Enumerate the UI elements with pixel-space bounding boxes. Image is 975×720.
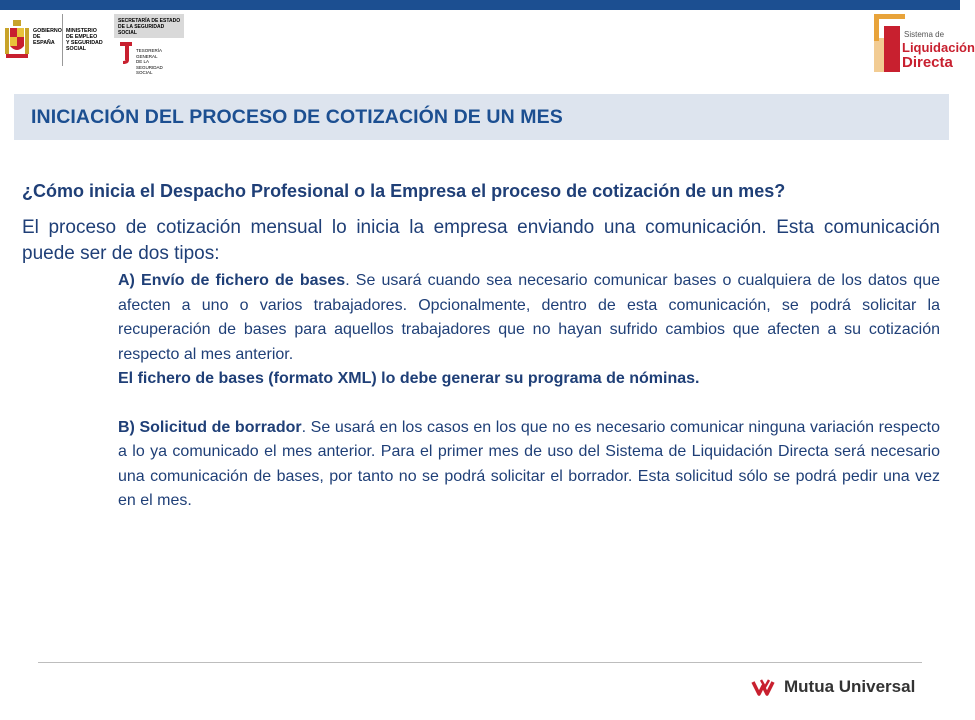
tgss-icon: [120, 42, 132, 64]
option-a-label: A) Envío de fichero de bases: [118, 272, 346, 289]
mutua-icon: [752, 678, 778, 696]
intro-paragraph: El proceso de cotización mensual lo inicia la empresa enviando una comunicación. Esta comunicación puede ser de dos tipos:: [22, 217, 940, 264]
tesoreria-line: TESORERÍA GENERAL: [136, 48, 162, 59]
page-title: INICIACIÓN DEL PROCESO DE COTIZACIÓN DE UN MES: [31, 106, 563, 128]
logo-divider: [62, 14, 63, 66]
tesoreria-logo: [120, 42, 163, 76]
option-b-text: . Se usará en los casos en los que no es necesario comunicar ninguna variación respecto a lo ya comunicado el mes anterior. Para el primer mes de uso del Sistema de Liquidación Directa será necesario una comunicación de bases, por tanto no se podrá solicitar el borrador. Esta solicitud sólo se podrá pedir una vez en el mes.: [118, 418, 940, 509]
sld-line3: Directa: [902, 54, 953, 71]
option-b-label: B) Solicitud de borrador: [118, 418, 302, 436]
sld-line2: Liquidación: [902, 40, 975, 55]
question-heading: ¿Cómo inicia el Despacho Profesional o la Empresa el proceso de cotización de un mes?: [22, 181, 786, 201]
logo-shape: [884, 26, 900, 72]
title-banner: [14, 94, 949, 140]
gov-label-line: GOBIERNO: [33, 28, 62, 34]
ministry-label-line: Y SEGURIDAD SOCIAL: [66, 40, 103, 52]
ministry-label-line: MINISTERIO: [66, 28, 97, 34]
mutua-universal-logo: [752, 677, 915, 697]
ministry-label-line: DE EMPLEO: [66, 34, 98, 40]
option-b-paragraph: [118, 416, 940, 514]
gov-label-line: DE ESPAÑA: [33, 34, 55, 46]
top-color-bar: [0, 0, 960, 10]
option-a-note: El fichero de bases (formato XML) lo debe generar su programa de nóminas.: [118, 370, 700, 387]
secretaria-line: DE LA SEGURIDAD SOCIAL: [118, 24, 165, 36]
mutua-brand-text: Mutua Universal: [784, 677, 916, 696]
government-logo: [4, 14, 181, 75]
secretaria-box: [114, 14, 184, 38]
sistema-liquidacion-directa-logo: [870, 12, 975, 76]
option-a-text: . Se usará cuando sea necesario comunicar bases o cualquiera de los datos que afecten a uno o varios trabajadores. Opcionalmente, dentro de esta comunicación, se podrá solicitar la recuperación de bases para aquellos trabajadores que no hayan sufrido cambios que afecten a su cotización respecto al mes anterior.: [118, 272, 940, 363]
options-list: [118, 269, 940, 514]
secretaria-line: SECRETARÍA DE ESTADO: [118, 18, 181, 24]
slide-content: [22, 178, 940, 514]
sld-line1: Sistema de: [904, 30, 945, 39]
option-a-paragraph: [118, 269, 940, 367]
footer-divider: [38, 662, 922, 663]
coat-of-arms-icon: [4, 20, 30, 60]
tesoreria-line: DE LA SEGURIDAD SOCIAL: [136, 59, 163, 75]
